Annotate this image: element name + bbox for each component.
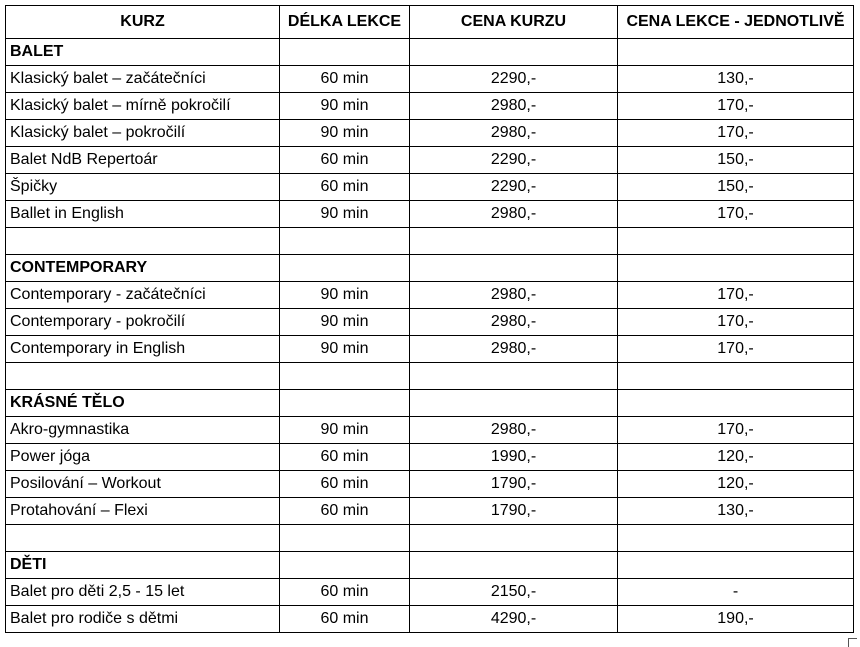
table-row [6, 93, 854, 120]
lesson-price: 150,- [618, 147, 854, 174]
table-row [6, 417, 854, 444]
empty-cell [280, 39, 410, 66]
lesson-price: 170,- [618, 309, 854, 336]
empty-cell [618, 39, 854, 66]
header-cena-kurzu: CENA KURZU [410, 6, 618, 39]
section-title: DĚTI [6, 552, 280, 579]
table-row [6, 66, 854, 93]
empty-cell [410, 390, 618, 417]
empty-cell [618, 255, 854, 282]
lesson-price: - [618, 579, 854, 606]
empty-cell [410, 363, 618, 390]
page-corner-mark [848, 638, 857, 647]
table-row [6, 282, 854, 309]
lesson-length: 60 min [280, 606, 410, 633]
course-name: Balet pro rodiče s dětmi [6, 606, 280, 633]
course-name: Klasický balet – pokročilí [6, 120, 280, 147]
lesson-price: 120,- [618, 444, 854, 471]
course-name: Akro-gymnastika [6, 417, 280, 444]
empty-cell [280, 255, 410, 282]
empty-cell [410, 525, 618, 552]
lesson-length: 90 min [280, 93, 410, 120]
course-name: Balet NdB Repertoár [6, 147, 280, 174]
course-name: Contemporary in English [6, 336, 280, 363]
empty-cell [410, 255, 618, 282]
empty-cell [410, 552, 618, 579]
section-title: CONTEMPORARY [6, 255, 280, 282]
course-name: Balet pro děti 2,5 - 15 let [6, 579, 280, 606]
course-name: Špičky [6, 174, 280, 201]
section-row [6, 255, 854, 282]
lesson-length: 60 min [280, 66, 410, 93]
lesson-price: 170,- [618, 336, 854, 363]
section-row [6, 552, 854, 579]
table-row [6, 120, 854, 147]
course-price: 2290,- [410, 174, 618, 201]
empty-cell [280, 525, 410, 552]
header-row [6, 6, 854, 39]
lesson-price: 170,- [618, 120, 854, 147]
table-row [6, 498, 854, 525]
lesson-price: 130,- [618, 66, 854, 93]
table-row [6, 174, 854, 201]
spacer-row [6, 525, 854, 552]
course-price: 1790,- [410, 498, 618, 525]
empty-cell [280, 363, 410, 390]
table-row [6, 147, 854, 174]
lesson-price: 170,- [618, 417, 854, 444]
empty-cell [6, 525, 280, 552]
table-row [6, 471, 854, 498]
empty-cell [618, 525, 854, 552]
lesson-length: 60 min [280, 147, 410, 174]
table-row [6, 201, 854, 228]
course-price: 2980,- [410, 201, 618, 228]
lesson-length: 90 min [280, 201, 410, 228]
course-price: 2980,- [410, 93, 618, 120]
empty-cell [280, 228, 410, 255]
course-name: Contemporary - začátečníci [6, 282, 280, 309]
price-table [5, 5, 854, 633]
lesson-length: 90 min [280, 120, 410, 147]
empty-cell [280, 390, 410, 417]
table-row [6, 444, 854, 471]
empty-cell [410, 39, 618, 66]
empty-cell [6, 363, 280, 390]
lesson-length: 90 min [280, 336, 410, 363]
course-name: Posilování – Workout [6, 471, 280, 498]
lesson-price: 150,- [618, 174, 854, 201]
empty-cell [618, 552, 854, 579]
course-price: 4290,- [410, 606, 618, 633]
course-price: 2980,- [410, 309, 618, 336]
lesson-price: 170,- [618, 282, 854, 309]
section-row [6, 39, 854, 66]
course-price: 2150,- [410, 579, 618, 606]
lesson-length: 60 min [280, 471, 410, 498]
empty-cell [280, 552, 410, 579]
course-price: 2980,- [410, 120, 618, 147]
spacer-row [6, 363, 854, 390]
course-price: 1990,- [410, 444, 618, 471]
empty-cell [618, 390, 854, 417]
table-row [6, 579, 854, 606]
table-body [6, 39, 854, 633]
lesson-price: 120,- [618, 471, 854, 498]
section-row [6, 390, 854, 417]
course-price: 2290,- [410, 147, 618, 174]
lesson-length: 60 min [280, 579, 410, 606]
course-price: 2980,- [410, 417, 618, 444]
course-name: Power jóga [6, 444, 280, 471]
lesson-length: 60 min [280, 444, 410, 471]
empty-cell [618, 228, 854, 255]
course-name: Protahování – Flexi [6, 498, 280, 525]
empty-cell [410, 228, 618, 255]
lesson-price: 170,- [618, 201, 854, 228]
spacer-row [6, 228, 854, 255]
lesson-length: 90 min [280, 417, 410, 444]
course-price: 1790,- [410, 471, 618, 498]
course-name: Klasický balet – začátečníci [6, 66, 280, 93]
section-title: BALET [6, 39, 280, 66]
lesson-price: 190,- [618, 606, 854, 633]
lesson-length: 90 min [280, 282, 410, 309]
price-list-sheet [5, 5, 854, 633]
course-price: 2980,- [410, 282, 618, 309]
lesson-length: 60 min [280, 174, 410, 201]
course-name: Ballet in English [6, 201, 280, 228]
lesson-length: 60 min [280, 498, 410, 525]
header-cena-lekce: CENA LEKCE - JEDNOTLIVĚ [618, 6, 854, 39]
empty-cell [618, 363, 854, 390]
table-row [6, 336, 854, 363]
course-price: 2290,- [410, 66, 618, 93]
header-kurz: KURZ [6, 6, 280, 39]
header-delka-lekce: DÉLKA LEKCE [280, 6, 410, 39]
course-name: Klasický balet – mírně pokročilí [6, 93, 280, 120]
lesson-price: 170,- [618, 93, 854, 120]
course-name: Contemporary - pokročilí [6, 309, 280, 336]
course-price: 2980,- [410, 336, 618, 363]
empty-cell [6, 228, 280, 255]
lesson-price: 130,- [618, 498, 854, 525]
section-title: KRÁSNÉ TĚLO [6, 390, 280, 417]
lesson-length: 90 min [280, 309, 410, 336]
table-row [6, 309, 854, 336]
table-row [6, 606, 854, 633]
